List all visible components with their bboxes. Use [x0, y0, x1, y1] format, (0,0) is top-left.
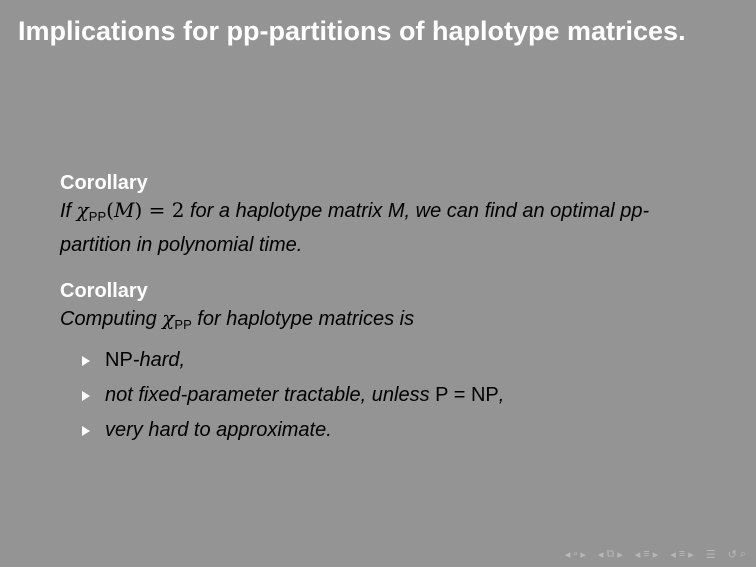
- frame-icon[interactable]: ▫: [573, 548, 578, 560]
- corollary-heading: Corollary: [60, 280, 148, 302]
- list-item: [60, 413, 720, 448]
- nav-left-arrow-icon[interactable]: ◂: [634, 548, 641, 561]
- outline-icon[interactable]: ☰: [705, 548, 716, 561]
- nav-right-arrow-icon[interactable]: ▸: [688, 548, 694, 561]
- corollary-text: for haplotype matrices is: [191, 308, 415, 330]
- bullet-triangle-icon: [82, 391, 90, 401]
- zoom-icon[interactable]: ⌕: [739, 547, 746, 560]
- corollary-body: [60, 196, 720, 259]
- nav-right-arrow-icon[interactable]: ▸: [617, 548, 623, 561]
- corollary-text: for a haplotype matrix M, we can find an optimal pp-partition in polynomial time.: [60, 200, 650, 256]
- bullet-list: [60, 343, 720, 448]
- beamer-navigation-bar: [565, 547, 746, 561]
- math-equation: ) = 2: [134, 198, 185, 222]
- math-variable: M: [113, 198, 135, 222]
- nav-left-arrow-icon[interactable]: ◂: [597, 548, 604, 561]
- chi-subscript: PP: [88, 209, 107, 224]
- list-item-text: very hard to approximate.: [105, 419, 332, 441]
- chi-symbol: χ: [76, 198, 89, 222]
- nav-right-arrow-icon[interactable]: ▸: [652, 548, 659, 561]
- nav-left-arrow-icon[interactable]: ◂: [564, 548, 571, 561]
- chi-subscript: PP: [174, 317, 192, 332]
- math-paren: (: [106, 198, 114, 222]
- section-icon[interactable]: ≡: [643, 548, 650, 560]
- corollary-text: Computing: [60, 308, 163, 330]
- bullet-triangle-icon: [82, 426, 90, 436]
- nav-right-arrow-icon[interactable]: ▸: [580, 548, 586, 561]
- corollary-block-1: [60, 170, 720, 259]
- corollary-block-2: [60, 278, 720, 448]
- undo-icon[interactable]: ↺: [727, 548, 737, 561]
- list-item-text: not fixed-parameter tractable, unless: [105, 384, 436, 406]
- corollary-text: If: [60, 200, 77, 222]
- bullet-triangle-icon: [82, 356, 90, 366]
- nav-left-arrow-icon[interactable]: ◂: [670, 548, 676, 561]
- complexity-class: NP: [105, 349, 133, 371]
- slide-title: Implications for pp-partitions of haplotype matrices.: [18, 16, 686, 46]
- list-item-text: ,: [498, 384, 505, 406]
- section-icon[interactable]: ≡: [678, 548, 686, 560]
- list-item-text: -hard,: [132, 349, 186, 371]
- list-item: [60, 378, 720, 413]
- list-item: [60, 343, 720, 378]
- corollary-heading: Corollary: [60, 172, 148, 194]
- subsection-icon[interactable]: ⧉: [606, 547, 615, 560]
- corollary-body: [60, 304, 720, 339]
- math-equation: P = NP: [435, 384, 499, 406]
- chi-symbol: χ: [162, 306, 175, 330]
